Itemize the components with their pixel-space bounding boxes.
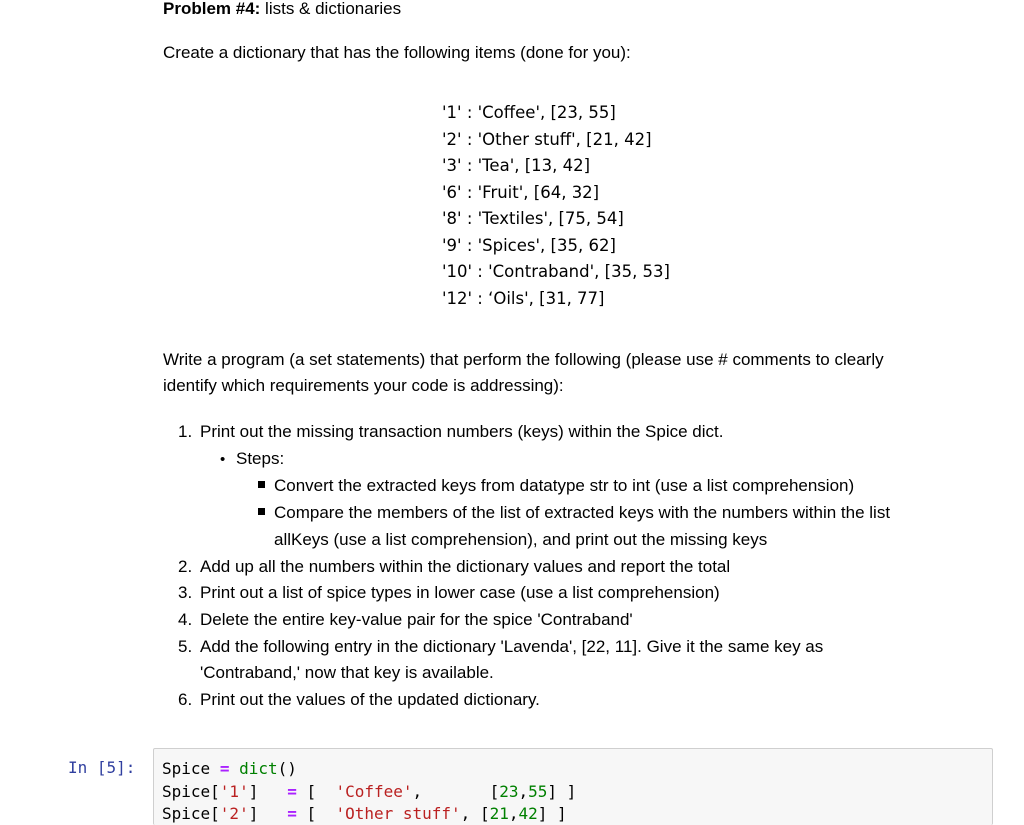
requirement-5-continued: 'Contraband,' now that key is available. bbox=[200, 663, 494, 683]
dict-item: '9' : 'Spices', [35, 62] bbox=[442, 235, 616, 255]
problem-title bbox=[163, 0, 401, 20]
square-bullet-icon bbox=[258, 508, 265, 515]
intro-text: Create a dictionary that has the following items (done for you): bbox=[163, 43, 631, 62]
problem-number: Problem #4: bbox=[163, 0, 261, 18]
requirement-6: 6. Print out the values of the updated dictionary. bbox=[178, 690, 540, 710]
dict-item: '8' : 'Textiles', [75, 54] bbox=[442, 209, 624, 228]
code-line: Spice['2'] = [ 'Other stuff', [21,42] ] bbox=[162, 804, 567, 823]
task-line: Write a program (a set statements) that perform the following (please use # comments to clearly bbox=[163, 350, 884, 369]
task-description bbox=[163, 347, 983, 399]
code-line: Spice = dict() bbox=[162, 759, 297, 778]
problem-topic: lists & dictionaries bbox=[260, 0, 402, 18]
requirement-1: 1. Print out the missing transaction numbers (keys) within the Spice dict. bbox=[178, 422, 724, 441]
bullet-icon: • bbox=[220, 450, 226, 468]
requirement-3: 3. Print out a list of spice types in lower case (use a list comprehension) bbox=[178, 583, 720, 603]
dictionary-items-list bbox=[442, 100, 670, 312]
dict-item: '2' : 'Other stuff', [21, 42] bbox=[442, 129, 652, 149]
code-editor[interactable] bbox=[153, 748, 993, 825]
requirement-2: 2. Add up all the numbers within the dictionary values and report the total bbox=[178, 556, 731, 576]
input-prompt: In [5]: bbox=[68, 758, 136, 777]
dict-item: '1' : 'Coffee', [23, 55] bbox=[442, 103, 616, 122]
requirement-5: 5. Add the following entry in the dictionary 'Lavenda', [22, 11]. Give it the same key as bbox=[178, 636, 824, 656]
dict-item: '12' : ‘Oils', [31, 77] bbox=[442, 288, 605, 308]
step-1: Convert the extracted keys from datatype str to int (use a list comprehension) bbox=[178, 473, 988, 500]
code-line: Spice['1'] = [ 'Coffee', [23,55] ] bbox=[162, 781, 577, 801]
dict-item: '6' : 'Fruit', [64, 32] bbox=[442, 182, 600, 202]
requirements-list bbox=[178, 419, 988, 714]
code-cell[interactable] bbox=[0, 748, 1024, 825]
square-bullet-icon bbox=[258, 481, 265, 488]
steps-item: • Steps: bbox=[178, 446, 988, 474]
step-2: Compare the members of the list of extracted keys with the numbers within the list bbox=[178, 500, 988, 527]
requirement-4: 4. Delete the entire key-value pair for the spice 'Contraband' bbox=[178, 609, 633, 629]
step-2-continued: allKeys (use a list comprehension), and print out the missing keys bbox=[274, 529, 768, 549]
task-line: identify which requirements your code is addressing): bbox=[163, 376, 564, 395]
dict-item: '10' : 'Contraband', [35, 53] bbox=[442, 262, 670, 281]
dict-item: '3' : 'Tea', [13, 42] bbox=[442, 156, 591, 175]
